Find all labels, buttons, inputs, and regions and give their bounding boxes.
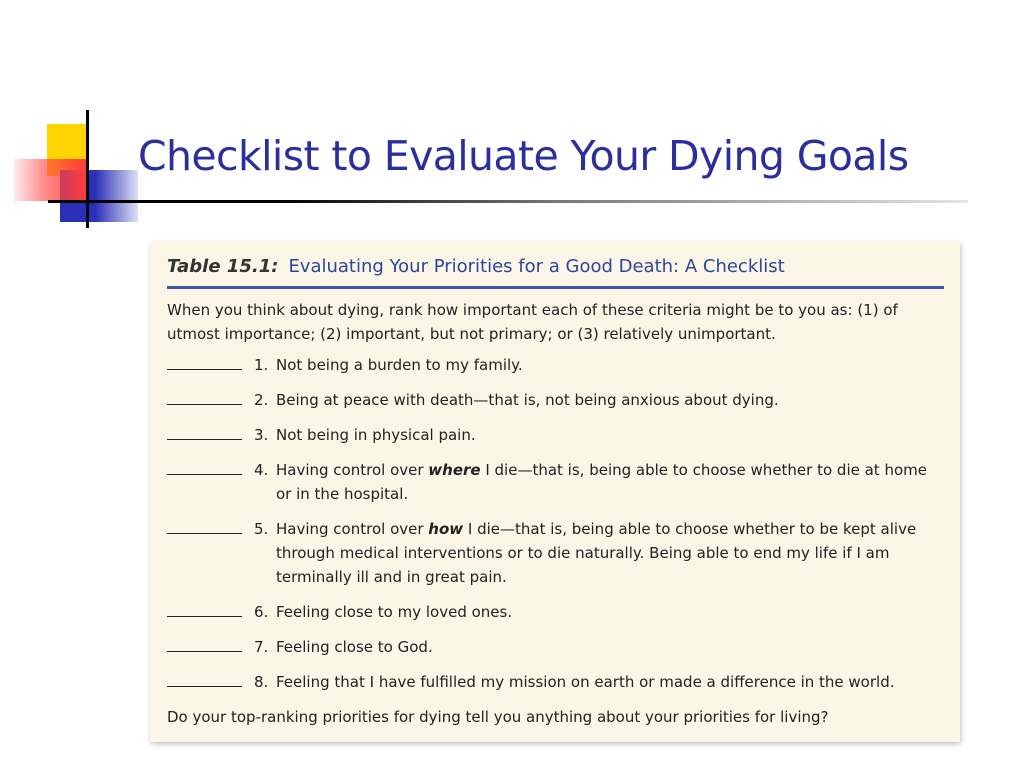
ranking-blank <box>167 635 242 652</box>
item-text-emphasis: how <box>428 520 464 538</box>
item-number: 4. <box>254 461 269 479</box>
item-number: 2. <box>254 391 269 409</box>
ranking-blank <box>167 353 242 370</box>
item-text-end: I die—that is, being able to choose whether to die at home or in the hospital. <box>276 461 927 503</box>
table-number: Table 15.1: <box>167 256 279 277</box>
item-text-start: Having control over <box>276 461 429 479</box>
item-text <box>276 635 944 659</box>
slide-title: Checklist to Evaluate Your Dying Goals <box>138 132 909 180</box>
item-text-start: Being at peace with death—that is, not being anxious about dying. <box>276 391 779 409</box>
checklist-item <box>167 517 944 589</box>
ranking-blank <box>167 423 242 440</box>
item-text <box>276 423 944 447</box>
item-text <box>276 388 944 412</box>
item-text-start: Feeling close to God. <box>276 638 433 656</box>
item-text-start: Having control over <box>276 520 429 538</box>
item-number: 3. <box>254 426 269 444</box>
item-number: 5. <box>254 520 269 538</box>
item-text <box>276 353 944 377</box>
checklist-item <box>167 353 944 377</box>
checklist-item <box>167 670 944 694</box>
table-intro: When you think about dying, rank how important each of these criteria might be to you as: (1) of utmost importance; (2) important, but not primary; or (3) relatively unimportant. <box>167 301 898 343</box>
item-number: 8. <box>254 673 269 691</box>
checklist-item <box>167 423 944 447</box>
ranking-blank <box>167 517 242 534</box>
item-text-start: Feeling close to my loved ones. <box>276 603 513 621</box>
item-text-emphasis: where <box>428 461 481 479</box>
slide-logo-decoration <box>0 0 140 240</box>
item-text <box>276 458 944 506</box>
ranking-blank <box>167 670 242 687</box>
table-closing-question: Do your top-ranking priorities for dying tell you anything about your priorities for living? <box>167 708 829 726</box>
item-text <box>276 600 944 624</box>
checklist-item <box>167 388 944 412</box>
title-underline <box>48 200 968 203</box>
item-text <box>276 670 944 694</box>
table-header-rule <box>167 286 944 289</box>
item-text-start: Not being in physical pain. <box>276 426 476 444</box>
checklist-items <box>167 353 944 694</box>
item-number: 1. <box>254 356 269 374</box>
item-text-start: Not being a burden to my family. <box>276 356 523 374</box>
item-number: 6. <box>254 603 269 621</box>
item-text <box>276 517 944 589</box>
ranking-blank <box>167 600 242 617</box>
table-title: Evaluating Your Priorities for a Good Death: A Checklist <box>288 256 785 277</box>
ranking-blank <box>167 388 242 405</box>
item-number: 7. <box>254 638 269 656</box>
table-header <box>167 256 944 277</box>
ranking-blank <box>167 458 242 475</box>
item-text-start: Feeling that I have fulfilled my mission on earth or made a difference in the world. <box>276 673 895 691</box>
checklist-item <box>167 600 944 624</box>
checklist-table <box>150 242 960 742</box>
checklist-item <box>167 635 944 659</box>
logo-vertical-line <box>86 110 89 228</box>
checklist-item <box>167 458 944 506</box>
logo-red-square <box>14 159 86 201</box>
item-text-end: I die—that is, being able to choose whether to be kept alive through medical interventions or to die naturally. Being able to end my life if I am terminally ill and in great pain. <box>276 520 917 586</box>
